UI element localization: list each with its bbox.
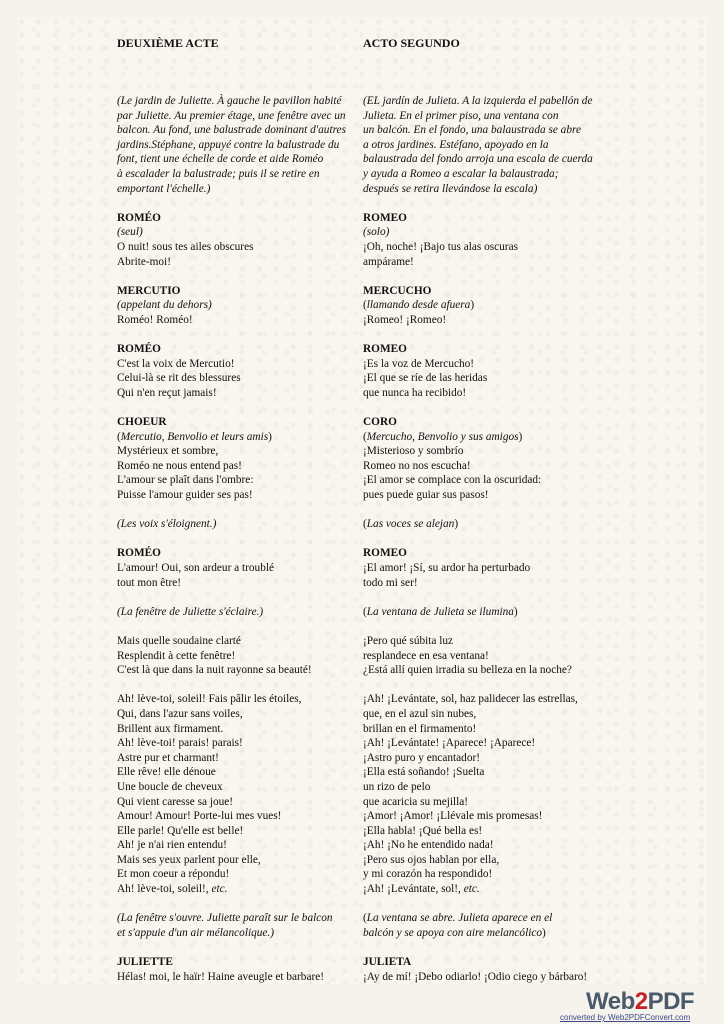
speaker-name: ROMÉO (117, 547, 161, 560)
speaker-name: ROMEO (363, 547, 407, 560)
french-header: DEUXIÈME ACTE (117, 36, 219, 50)
speaker-name: JULIETA (363, 956, 412, 969)
speaker-name: JULIETTE (117, 956, 173, 969)
speech-romeo-1: ROMÉO (seul) O nuit! sous tes ailes obscures Abrite-moi! (117, 211, 367, 269)
stage-direction: (Las voces se alejan) (363, 518, 459, 531)
speech-choeur: CHOEUR (Mercutio, Benvolio et leurs amis) Mystérieux et sombre, Roméo ne nous entend pas! L'amour se plaît dans l'ombre: Puisse l'amour guider ses pas! (117, 415, 367, 503)
speech-mercucho: MERCUCHO (llamando desde afuera) ¡Romeo! ¡Romeo! (363, 284, 613, 328)
speech-romeo-2: ROMÉO C'est la voix de Mercutio! Celui-là se rit des blessures Qui n'en reçut jamais! (117, 342, 367, 400)
stage-direction: (La ventana de Julieta se ilumina) (363, 605, 518, 618)
speech-juliette: JULIETTE Hélas! moi, le haïr! Haine aveugle et barbare! (117, 955, 367, 984)
speaker-name: CORO (363, 416, 397, 429)
speaker-name: MERCUCHO (363, 284, 432, 297)
speaker-name: CHOEUR (117, 416, 167, 429)
speaker-name: ROMEO (363, 211, 407, 224)
speaker-name: ROMÉO (117, 211, 161, 224)
stage-direction: (llamando desde afuera) (363, 299, 475, 312)
stage-direction: (seul) (117, 226, 143, 239)
stage-direction: (Les voix s'éloignent.) (117, 518, 217, 531)
speaker-name: MERCUTIO (117, 284, 181, 297)
stage-direction: (appelant du dehors) (117, 299, 212, 312)
verse-1: Mais quelle soudaine clarté Resplendit à cette fenêtre! C'est là que dans la nuit rayonne sa beauté! (117, 634, 312, 677)
speech-romeo-3: ROMÉO L'amour! Oui, son ardeur a troublé tout mon être! (117, 546, 367, 590)
speech-mercutio: MERCUTIO (appelant du dehors) Roméo! Roméo! (117, 284, 367, 328)
french-intro: (Le jardin de Juliette. À gauche le pavillon habité par Juliette. Au premier étage, une fenêtre avec un balcon. Au fond, une balustrade dominant d'autres jardins.Stéphane, appuyé contre la balustrade du font, tient une échelle de corde et aide Roméo à escalader la balustrade; puis il se retire en emportant l'échelle.) (117, 95, 346, 195)
spanish-intro: (EL jardín de Julieta. A la izquierda el pabellón de Julieta. En el primer piso, una ventana con un balcón. En el fondo, una balaustrada se abre a otros jardines. Estéfano, apoyado en la balaustrada del fondo arroja una escala de cuerda y ayuda a Romeo a escalar la balaustrada; después se retira llevándose la escala) (363, 95, 593, 195)
verse-2: Ah! lève-toi, soleil! Fais pâlir les étoiles, Qui, dans l'azur sans voiles, Brillent aux firmament. Ah! lève-toi! parais! parais! Astre pur et charmant! Elle rêve! elle dénoue Une boucle de cheveux Qui vient caresse sa joue! Amour! Amour! Porte-lui mes vues! Elle parle! Qu'elle est belle! Ah! je n'ai rien entendu! Mais ses yeux parlent pour elle, Et mon coeur a répondu! Ah! lève-toi, soleil!, etc. (117, 693, 302, 896)
verse-1: ¡Pero qué súbita luz resplandece en esa ventana! ¿Está allí quien irradia su belleza en la noche? (363, 634, 572, 677)
stage-direction: (solo) (363, 226, 390, 239)
speech-romeo-3: ROMEO ¡El amor! ¡Sí, su ardor ha perturbado todo mi ser! (363, 546, 613, 590)
speaker-name: ROMEO (363, 343, 407, 356)
speech-julieta: JULIETA ¡Ay de mí! ¡Debo odiarlo! ¡Odio ciego y bárbaro! (363, 955, 613, 984)
verse-2: ¡Ah! ¡Levántate, sol, haz palidecer las estrellas, que, en el azul sin nubes, brillan en el firmamento! ¡Ah! ¡Levántate! ¡Aparece! ¡Aparece! ¡Astro puro y encantador! ¡Ella está soñando! ¡Suelta un rizo de pelo que acaricia su mejilla! ¡Amor! ¡Amor! ¡Llévale mis promesas! ¡Ella habla! ¡Qué bella es! ¡Ah! ¡No he entendido nada! ¡Pero sus ojos hablan por ella, y mi corazón ha respondido! ¡Ah! ¡Levántate, sol!, etc. (363, 693, 578, 896)
web2pdf-logo[interactable] (560, 988, 706, 1024)
stage-direction: (Mercutio, Benvolio et leurs amis) (117, 430, 272, 443)
french-column (117, 36, 367, 999)
logo-wordmark: Web2PDF (586, 988, 695, 1015)
speaker-name: ROMÉO (117, 343, 161, 356)
spanish-column (363, 36, 613, 999)
stage-direction: (Mercucho, Benvolio y sus amigos) (363, 430, 523, 443)
speech-romeo-1: ROMEO (solo) ¡Oh, noche! ¡Bajo tus alas oscuras ampárame! (363, 211, 613, 269)
stage-direction: (La fenêtre s'ouvre. Juliette paraît sur le balcon et s'appuie d'un air mélancolique.) (117, 912, 333, 939)
converted-by-link[interactable]: converted by Web2PDFConvert.com (560, 1013, 691, 1022)
stage-direction: (La fenêtre de Juliette s'éclaire.) (117, 605, 264, 618)
speech-romeo-2: ROMEO ¡Es la voz de Mercucho! ¡El que se ríe de las heridas que nunca ha recibido! (363, 342, 613, 400)
spanish-header: ACTO SEGUNDO (363, 36, 460, 50)
stage-direction: (La ventana se abre. Julieta aparece en el balcón y se apoya con aire melancólico) (363, 912, 553, 939)
speech-coro: CORO (Mercucho, Benvolio y sus amigos) ¡Misterioso y sombrío Romeo no nos escucha! ¡El amor se complace con la oscuridad: pues puede guiar sus pasos! (363, 415, 613, 503)
